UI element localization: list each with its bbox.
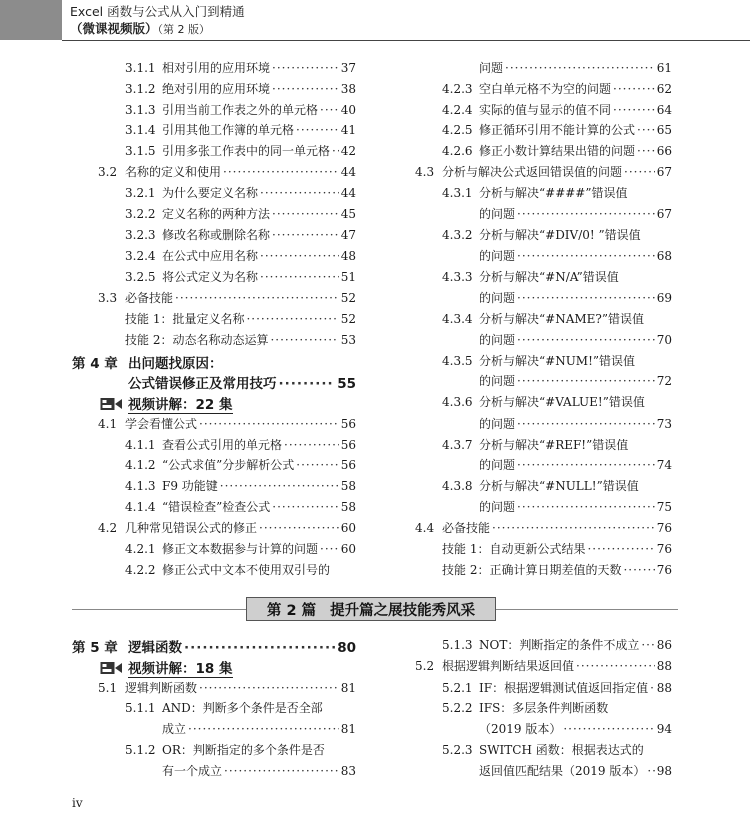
leader-dots bbox=[272, 82, 339, 96]
entry-title: 分析与解决“#REF!”错误值 bbox=[479, 438, 629, 452]
entry-title: 的问题 bbox=[479, 291, 516, 305]
toc-entry bbox=[125, 699, 356, 716]
toc-entry bbox=[415, 163, 672, 180]
leader-dots bbox=[184, 640, 335, 656]
entry-number: 4.2.2 bbox=[125, 563, 156, 577]
entry-number: 4.3.8 bbox=[442, 479, 473, 493]
toc-entry bbox=[162, 762, 356, 779]
entry-page: 58 bbox=[340, 479, 356, 493]
entry-title: 分析与解决“####”错误值 bbox=[479, 186, 628, 200]
entry-title: 逻辑函数 bbox=[128, 640, 182, 656]
toc-entry bbox=[479, 289, 672, 306]
entry-title: F9 功能键 bbox=[162, 479, 218, 493]
entry-number: 3.1.3 bbox=[125, 103, 156, 117]
entry-number: 3.1.2 bbox=[125, 82, 156, 96]
entry-title: IFS：多层条件判断函数 bbox=[479, 701, 609, 715]
entry-title: 分析与解决公式返回错误值的问题 bbox=[442, 165, 623, 179]
entry-page: 88 bbox=[656, 659, 672, 673]
leader-dots bbox=[272, 207, 339, 221]
entry-title: 分析与解决“#VALUE!”错误值 bbox=[479, 395, 645, 409]
toc-entry bbox=[442, 741, 672, 758]
entry-page: 68 bbox=[656, 249, 672, 263]
toc-entry bbox=[125, 436, 356, 453]
entry-number: 5.1 bbox=[98, 681, 118, 695]
leader-dots bbox=[175, 291, 339, 305]
entry-number: 5.1.2 bbox=[125, 743, 156, 757]
entry-number: 4.3.7 bbox=[442, 438, 473, 452]
entry-title: 实际的值与显示的值不同 bbox=[479, 103, 612, 117]
video-lecture-count: 视频讲解：18 集 bbox=[128, 657, 233, 678]
entry-title: 必备技能 bbox=[442, 521, 491, 535]
toc-entry bbox=[479, 247, 672, 264]
leader-dots bbox=[320, 542, 339, 556]
toc-entry bbox=[479, 720, 672, 737]
leader-dots bbox=[224, 764, 339, 778]
entry-page: 76 bbox=[656, 542, 672, 556]
entry-title: 技能 2：正确计算日期差值的天数 bbox=[442, 563, 622, 577]
toc-entry bbox=[125, 561, 356, 578]
entry-page: 60 bbox=[340, 542, 356, 556]
entry-page: 86 bbox=[656, 638, 672, 652]
leader-dots bbox=[223, 165, 339, 179]
entry-title: 分析与解决“#N/A”错误值 bbox=[479, 270, 619, 284]
toc-entry bbox=[442, 101, 672, 118]
leader-dots bbox=[188, 722, 339, 736]
entry-title: 为什么要定义名称 bbox=[162, 186, 259, 200]
toc-entry bbox=[442, 561, 672, 578]
toc-entry bbox=[442, 699, 672, 716]
entry-number: 5.2 bbox=[415, 659, 435, 673]
entry-title: 修正小数计算结果出错的问题 bbox=[479, 144, 636, 158]
entry-page: 81 bbox=[340, 722, 356, 736]
entry-page: 67 bbox=[656, 165, 672, 179]
entry-page: 48 bbox=[340, 249, 356, 263]
entry-page: 47 bbox=[340, 228, 356, 242]
entry-title: 必备技能 bbox=[125, 291, 174, 305]
toc-entry bbox=[125, 184, 356, 201]
toc-entry bbox=[479, 331, 672, 348]
entry-title: 修改名称或删除名称 bbox=[162, 228, 271, 242]
part-label: 第 2 篇 bbox=[266, 602, 317, 619]
toc-entry bbox=[442, 679, 672, 696]
entry-number: 3.1.4 bbox=[125, 123, 156, 137]
entry-number: 第 4 章 bbox=[72, 356, 118, 372]
entry-title: IF：根据逻辑测试值返回指定值 bbox=[479, 681, 649, 695]
toc-entry bbox=[125, 477, 356, 494]
entry-page: 74 bbox=[656, 458, 672, 472]
toc-entry bbox=[442, 636, 672, 653]
toc-entry bbox=[442, 352, 672, 369]
entry-page: 61 bbox=[656, 61, 672, 75]
entry-number: 4.2.1 bbox=[125, 542, 156, 556]
entry-page: 40 bbox=[340, 103, 356, 117]
entry-page: 37 bbox=[340, 61, 356, 75]
entry-title: 根据逻辑判断结果返回值 bbox=[442, 659, 575, 673]
toc-entry bbox=[442, 184, 672, 201]
entry-number: 4.3.3 bbox=[442, 270, 473, 284]
toc-entry bbox=[125, 205, 356, 222]
entry-page: 52 bbox=[340, 291, 356, 305]
toc-entry bbox=[479, 59, 672, 76]
toc-entry bbox=[442, 226, 672, 243]
toc-entry bbox=[479, 456, 672, 473]
entry-title: 名称的定义和使用 bbox=[125, 165, 222, 179]
entry-page: 56 bbox=[340, 438, 356, 452]
entry-title: 的问题 bbox=[479, 500, 516, 514]
entry-page: 42 bbox=[340, 144, 356, 158]
entry-title: 分析与解决“#NAME?”错误值 bbox=[479, 312, 644, 326]
entry-title: 修正公式中文本不使用双引号的 bbox=[162, 563, 331, 577]
leader-dots bbox=[246, 312, 338, 326]
leader-dots bbox=[647, 764, 654, 778]
entry-number: 4.2.5 bbox=[442, 123, 473, 137]
toc-entry bbox=[125, 540, 356, 557]
leader-dots bbox=[613, 82, 655, 96]
toc-entry bbox=[100, 657, 233, 678]
entry-page: 69 bbox=[656, 291, 672, 305]
entry-number: 4.2.4 bbox=[442, 103, 473, 117]
leader-dots bbox=[260, 186, 339, 200]
entry-number: 5.1.3 bbox=[442, 638, 473, 652]
entry-title: 问题 bbox=[479, 61, 504, 75]
video-camera-icon bbox=[100, 397, 122, 411]
toc-entry bbox=[442, 80, 672, 97]
toc-entry bbox=[479, 415, 672, 432]
entry-title: 的问题 bbox=[479, 249, 516, 263]
toc-entry bbox=[125, 331, 356, 348]
entry-title: OR：判断指定的多个条件是否 bbox=[162, 743, 325, 757]
toc-entry bbox=[125, 310, 356, 327]
entry-title: 逻辑判断函数 bbox=[125, 681, 198, 695]
entry-number: 5.2.3 bbox=[442, 743, 473, 757]
leader-dots bbox=[220, 479, 339, 493]
toc-entry bbox=[125, 456, 356, 473]
entry-page: 94 bbox=[656, 722, 672, 736]
entry-title: 返回值匹配结果（2019 版本） bbox=[479, 764, 646, 778]
entry-page: 76 bbox=[656, 563, 672, 577]
entry-page: 51 bbox=[340, 270, 356, 284]
leader-dots bbox=[320, 103, 339, 117]
leader-dots bbox=[272, 61, 339, 75]
entry-page: 67 bbox=[656, 207, 672, 221]
leader-dots bbox=[517, 500, 655, 514]
entry-title: 公式错误修正及常用技巧 bbox=[128, 376, 277, 392]
header-color-block bbox=[0, 0, 62, 40]
entry-title: AND：判断多个条件是否全部 bbox=[162, 701, 323, 715]
toc-entry bbox=[125, 142, 356, 159]
entry-title: 分析与解决“#DIV/0! ”错误值 bbox=[479, 228, 641, 242]
entry-page: 44 bbox=[340, 186, 356, 200]
entry-title: 引用其他工作簿的单元格 bbox=[162, 123, 295, 137]
entry-number: 第 5 章 bbox=[72, 640, 118, 656]
toc-entry bbox=[128, 372, 356, 392]
entry-title: 技能 1：批量定义名称 bbox=[125, 312, 245, 326]
toc-entry bbox=[72, 636, 356, 656]
entry-title: 技能 2：动态名称动态运算 bbox=[125, 333, 269, 347]
entry-number: 4.2.3 bbox=[442, 82, 473, 96]
entry-title: 的问题 bbox=[479, 374, 516, 388]
toc-entry bbox=[415, 519, 672, 536]
entry-number: 4.1 bbox=[98, 417, 118, 431]
leader-dots bbox=[637, 123, 655, 137]
entry-number: 4.3.6 bbox=[442, 395, 473, 409]
toc-entry bbox=[479, 762, 672, 779]
toc-entry bbox=[125, 741, 356, 758]
toc-entry bbox=[125, 80, 356, 97]
entry-title: NOT：判断指定的条件不成立 bbox=[479, 638, 640, 652]
entry-number: 4.1.2 bbox=[125, 458, 156, 472]
toc-entry bbox=[442, 142, 672, 159]
entry-page: 38 bbox=[340, 82, 356, 96]
toc-entry bbox=[125, 59, 356, 76]
part-heading bbox=[246, 597, 496, 621]
entry-title: 技能 1：自动更新公式结果 bbox=[442, 542, 586, 556]
toc-entry bbox=[98, 519, 356, 536]
toc-entry bbox=[479, 498, 672, 515]
entry-title: 分析与解决“#NUM!”错误值 bbox=[479, 354, 636, 368]
leader-dots bbox=[641, 638, 654, 652]
entry-page: 58 bbox=[340, 500, 356, 514]
entry-title: 定义名称的两种方法 bbox=[162, 207, 271, 221]
entry-title: “错误检查”检查公式 bbox=[162, 500, 271, 514]
entry-title: 的问题 bbox=[479, 333, 516, 347]
entry-number: 3.2 bbox=[98, 165, 118, 179]
toc-entry bbox=[442, 268, 672, 285]
part-title: 提升篇之展技能秀风采 bbox=[330, 602, 476, 619]
toc-entry bbox=[415, 657, 672, 674]
entry-title: 引用当前工作表之外的单元格 bbox=[162, 103, 319, 117]
entry-number: 3.1.1 bbox=[125, 61, 156, 75]
entry-page: 66 bbox=[656, 144, 672, 158]
leader-dots bbox=[284, 438, 339, 452]
entry-title: 相对引用的应用环境 bbox=[162, 61, 271, 75]
leader-dots bbox=[517, 417, 655, 431]
entry-page: 41 bbox=[340, 123, 356, 137]
toc-entry bbox=[162, 720, 356, 737]
entry-title: 的问题 bbox=[479, 458, 516, 472]
leader-dots bbox=[517, 291, 655, 305]
entry-page: 75 bbox=[656, 500, 672, 514]
leader-dots bbox=[517, 333, 655, 347]
toc-entry bbox=[442, 121, 672, 138]
leader-dots bbox=[260, 249, 339, 263]
part-rule-right bbox=[496, 609, 678, 610]
toc-entry bbox=[442, 310, 672, 327]
entry-page: 98 bbox=[656, 764, 672, 778]
entry-page: 53 bbox=[340, 333, 356, 347]
toc-entry bbox=[100, 393, 233, 414]
leader-dots bbox=[272, 228, 339, 242]
entry-number: 5.1.1 bbox=[125, 701, 156, 715]
leader-dots bbox=[199, 681, 339, 695]
entry-number: 4.2 bbox=[98, 521, 118, 535]
leader-dots bbox=[613, 103, 655, 117]
entry-number: 3.3 bbox=[98, 291, 118, 305]
entry-title: 有一个成立 bbox=[162, 764, 223, 778]
entry-number: 3.1.5 bbox=[125, 144, 156, 158]
entry-title: 绝对引用的应用环境 bbox=[162, 82, 271, 96]
entry-title: 在公式中应用名称 bbox=[162, 249, 259, 263]
entry-title: 出问题找原因： bbox=[128, 356, 223, 372]
entry-page: 64 bbox=[656, 103, 672, 117]
entry-page: 56 bbox=[340, 458, 356, 472]
entry-title: （2019 版本） bbox=[479, 722, 562, 736]
entry-page: 55 bbox=[337, 376, 356, 392]
leader-dots bbox=[587, 542, 654, 556]
entry-number: 3.2.5 bbox=[125, 270, 156, 284]
leader-dots bbox=[517, 374, 655, 388]
entry-page: 44 bbox=[340, 165, 356, 179]
toc-entry bbox=[98, 163, 356, 180]
entry-title: 引用多张工作表中的同一单元格 bbox=[162, 144, 331, 158]
leader-dots bbox=[332, 144, 339, 158]
leader-dots bbox=[505, 61, 655, 75]
leader-dots bbox=[199, 417, 339, 431]
leader-dots bbox=[296, 458, 338, 472]
entry-number: 3.2.2 bbox=[125, 207, 156, 221]
entry-page: 81 bbox=[340, 681, 356, 695]
entry-title: SWITCH 函数：根据表达式的 bbox=[479, 743, 644, 757]
entry-title: 的问题 bbox=[479, 417, 516, 431]
toc-entry bbox=[442, 393, 672, 410]
entry-title: 空白单元格不为空的问题 bbox=[479, 82, 612, 96]
book-title: Excel 函数与公式从入门到精通 bbox=[70, 4, 245, 19]
leader-dots bbox=[492, 521, 655, 535]
toc-entry bbox=[125, 268, 356, 285]
toc-entry bbox=[479, 372, 672, 389]
entry-number: 4.3.1 bbox=[442, 186, 473, 200]
entry-number: 5.2.1 bbox=[442, 681, 473, 695]
entry-title: “公式求值”分步解析公式 bbox=[162, 458, 295, 472]
toc-entry bbox=[125, 498, 356, 515]
running-header bbox=[70, 4, 245, 39]
entry-number: 4.3 bbox=[415, 165, 435, 179]
entry-number: 4.1.3 bbox=[125, 479, 156, 493]
entry-page: 70 bbox=[656, 333, 672, 347]
leader-dots bbox=[517, 249, 655, 263]
toc-entry bbox=[125, 226, 356, 243]
book-subtitle bbox=[70, 20, 245, 39]
entry-page: 45 bbox=[340, 207, 356, 221]
entry-number: 4.2.6 bbox=[442, 144, 473, 158]
leader-dots bbox=[576, 659, 655, 673]
entry-number: 4.3.5 bbox=[442, 354, 473, 368]
edition-text: （第 2 版） bbox=[157, 23, 211, 36]
entry-page: 65 bbox=[656, 123, 672, 137]
entry-title: 修正循环引用不能计算的公式 bbox=[479, 123, 636, 137]
entry-number: 4.3.4 bbox=[442, 312, 473, 326]
entry-number: 3.2.1 bbox=[125, 186, 156, 200]
entry-title: 将公式定义为名称 bbox=[162, 270, 259, 284]
leader-dots bbox=[563, 722, 654, 736]
toc-entry bbox=[442, 540, 672, 557]
toc-entry bbox=[98, 415, 356, 432]
entry-page: 80 bbox=[337, 640, 356, 656]
entry-number: 5.2.2 bbox=[442, 701, 473, 715]
toc-entry bbox=[72, 352, 356, 372]
leader-dots bbox=[279, 376, 336, 392]
entry-page: 76 bbox=[656, 521, 672, 535]
toc-entry bbox=[479, 205, 672, 222]
leader-dots bbox=[624, 165, 655, 179]
leader-dots bbox=[296, 123, 339, 137]
leader-dots bbox=[270, 333, 338, 347]
entry-title: 学会看懂公式 bbox=[125, 417, 198, 431]
entry-number: 4.4 bbox=[415, 521, 435, 535]
entry-number: 4.3.2 bbox=[442, 228, 473, 242]
entry-title: 分析与解决“#NULL!”错误值 bbox=[479, 479, 639, 493]
part-rule-left bbox=[72, 609, 246, 610]
entry-page: 60 bbox=[340, 521, 356, 535]
subtitle-text: （微课视频版） bbox=[70, 21, 158, 36]
video-camera-icon bbox=[100, 661, 122, 675]
entry-title: 修正文本数据参与计算的问题 bbox=[162, 542, 319, 556]
entry-title: 几种常见错误公式的修正 bbox=[125, 521, 258, 535]
entry-number: 3.2.4 bbox=[125, 249, 156, 263]
page-number: iv bbox=[72, 796, 83, 810]
entry-page: 88 bbox=[656, 681, 672, 695]
entry-page: 62 bbox=[656, 82, 672, 96]
leader-dots bbox=[517, 207, 655, 221]
header-rule bbox=[62, 40, 750, 41]
entry-title: 查看公式引用的单元格 bbox=[162, 438, 283, 452]
entry-title: 的问题 bbox=[479, 207, 516, 221]
toc-entry bbox=[98, 289, 356, 306]
toc-entry bbox=[442, 477, 672, 494]
leader-dots bbox=[637, 144, 655, 158]
entry-title: 成立 bbox=[162, 722, 187, 736]
toc-entry bbox=[125, 121, 356, 138]
entry-page: 83 bbox=[340, 764, 356, 778]
entry-page: 73 bbox=[656, 417, 672, 431]
leader-dots bbox=[650, 681, 655, 695]
leader-dots bbox=[623, 563, 654, 577]
entry-page: 56 bbox=[340, 417, 356, 431]
toc-entry bbox=[125, 247, 356, 264]
entry-page: 52 bbox=[340, 312, 356, 326]
leader-dots bbox=[259, 521, 339, 535]
leader-dots bbox=[260, 270, 339, 284]
toc-entry bbox=[98, 679, 356, 696]
entry-number: 4.1.4 bbox=[125, 500, 156, 514]
entry-page: 72 bbox=[656, 374, 672, 388]
video-lecture-count: 视频讲解：22 集 bbox=[128, 393, 233, 414]
leader-dots bbox=[517, 458, 655, 472]
entry-number: 3.2.3 bbox=[125, 228, 156, 242]
leader-dots bbox=[272, 500, 338, 514]
entry-number: 4.1.1 bbox=[125, 438, 156, 452]
toc-entry bbox=[442, 436, 672, 453]
toc-entry bbox=[125, 101, 356, 118]
